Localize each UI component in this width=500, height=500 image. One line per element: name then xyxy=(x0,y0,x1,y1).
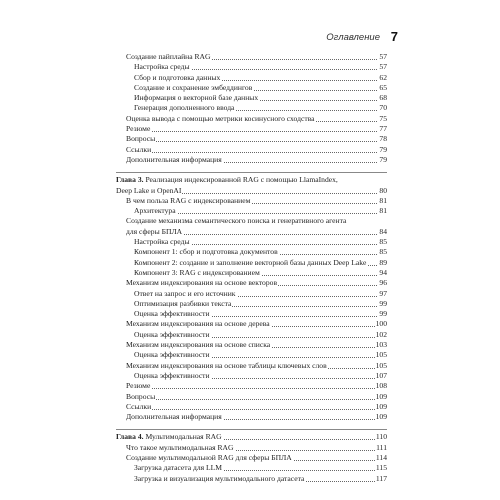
toc-entry-text: для сферы БПЛА xyxy=(126,226,183,236)
page-ref: 100 xyxy=(375,319,387,329)
toc-entry-text: Создание механизма семантического поиска и генеративного агента xyxy=(126,216,347,226)
toc-entry[interactable] xyxy=(116,83,387,93)
toc-entry-text: Ссылки xyxy=(126,401,152,411)
divider xyxy=(116,429,387,430)
toc-entry[interactable] xyxy=(116,371,387,381)
page-ref: 109 xyxy=(375,401,387,411)
toc-entry[interactable] xyxy=(116,350,387,360)
page-ref: 109 xyxy=(375,412,387,422)
page-ref: 80 xyxy=(379,185,387,195)
toc-entry-text: Загрузка датасета для LLM xyxy=(134,463,223,473)
toc-entry-text: Резюме xyxy=(126,381,151,391)
page-ref: 57 xyxy=(379,52,387,61)
toc-entry-text: В чем польза RAG с индексированием xyxy=(126,195,251,205)
toc-entry[interactable] xyxy=(116,247,387,257)
toc-entry[interactable] xyxy=(116,196,387,206)
toc-entry-text: Создание пайплайна RAG xyxy=(126,52,211,61)
chapter-title-cont: Deep Lake и OpenAI xyxy=(116,185,182,195)
toc-entry-text: Создание мультимодальной RAG для сферы БПЛА xyxy=(126,452,292,462)
dot-leader xyxy=(126,409,379,410)
toc-entry[interactable] xyxy=(116,206,387,216)
toc-entry[interactable] xyxy=(116,299,387,309)
toc-chapter-3-items xyxy=(116,196,387,423)
toc-entry[interactable] xyxy=(116,52,387,62)
toc-entry[interactable] xyxy=(116,237,387,247)
toc-entry-text: Загрузка и визуализация мультимодального датасета xyxy=(134,473,305,483)
toc-entry-line1[interactable] xyxy=(116,216,387,226)
toc-entry-text: Ссылки xyxy=(126,144,152,154)
page-ref: 105 xyxy=(375,360,387,370)
toc-entry[interactable] xyxy=(116,319,387,329)
toc-entry-text: Оценка эффективности xyxy=(134,370,210,380)
toc-entry[interactable] xyxy=(116,443,387,453)
toc-entry[interactable] xyxy=(116,93,387,103)
toc-entry-text: Что такое мультимодальная RAG xyxy=(126,442,234,452)
toc-entry-text: Оценка вывода с помощью метрики косинусного сходства xyxy=(126,113,315,123)
dot-leader xyxy=(126,141,379,142)
page-ref: 81 xyxy=(379,206,387,216)
toc-entry[interactable] xyxy=(116,453,387,463)
page-ref: 103 xyxy=(375,340,387,350)
toc-entry-text: Компонент 1: сбор и подготовка документов xyxy=(134,247,278,257)
toc-chapter-3-title-line1[interactable] xyxy=(116,175,387,185)
running-title: Оглавление xyxy=(326,32,380,43)
toc-entry[interactable] xyxy=(116,258,387,268)
toc-entry-text: Оценка эффективности xyxy=(134,309,210,319)
toc-entry-text: Настройка среды xyxy=(134,237,190,247)
toc-entry[interactable] xyxy=(116,124,387,134)
page-ref: 117 xyxy=(375,473,387,483)
page-ref: 97 xyxy=(379,288,387,298)
toc-entry-text: Оценка эффективности xyxy=(134,350,210,360)
toc-entry[interactable] xyxy=(116,278,387,288)
toc-chapter-3-title-line2[interactable] xyxy=(116,186,387,196)
toc-entry-text: Компонент 3: RAG с индексированием xyxy=(134,267,260,277)
toc-chapter-4-items xyxy=(116,443,387,484)
dot-leader xyxy=(126,131,379,132)
page-ref: 65 xyxy=(379,82,387,92)
toc-entry[interactable] xyxy=(116,361,387,371)
toc-entry-text: Создание и сохранение эмбеддингов xyxy=(134,82,253,92)
page-ref: 62 xyxy=(379,72,387,82)
dot-leader xyxy=(126,388,379,389)
toc-entry[interactable] xyxy=(116,155,387,165)
chapter-title: Мультимодальная RAG xyxy=(145,432,222,442)
toc-entry-text: Генерация дополненного ввода xyxy=(134,103,235,113)
page-ref: 79 xyxy=(379,154,387,164)
toc-entry[interactable] xyxy=(116,474,387,484)
page-ref: 96 xyxy=(379,278,387,288)
page-ref: 115 xyxy=(375,463,387,473)
toc-chapter-4 xyxy=(116,429,387,483)
toc-section-chapter2-tail xyxy=(116,52,387,165)
chapter-label: Глава 4. xyxy=(116,432,144,442)
toc-entry-text: Ответ на запрос и его источник xyxy=(134,288,236,298)
page-ref: 114 xyxy=(375,452,387,462)
toc-entry-text: Дополнительная информация xyxy=(126,412,222,422)
toc-entry[interactable] xyxy=(116,103,387,113)
page-ref: 85 xyxy=(379,247,387,257)
page-ref: 109 xyxy=(375,391,387,401)
toc-entry[interactable] xyxy=(116,340,387,350)
toc-entry[interactable] xyxy=(116,134,387,144)
page-ref: 85 xyxy=(379,237,387,247)
page-ref: 99 xyxy=(379,298,387,308)
toc-entry-text: Архитектура xyxy=(134,206,176,216)
page-ref: 89 xyxy=(379,257,387,267)
chapter-label: Глава 3. xyxy=(116,175,144,185)
page-ref: 99 xyxy=(379,309,387,319)
toc-entry-text: Механизм индексирования на основе дерева xyxy=(126,319,270,329)
page-ref: 108 xyxy=(375,381,387,391)
page-ref: 68 xyxy=(379,93,387,103)
page-ref: 94 xyxy=(379,267,387,277)
toc-entry[interactable] xyxy=(116,289,387,299)
toc-entry[interactable] xyxy=(116,227,387,237)
toc-entry-text: Резюме xyxy=(126,124,151,134)
page-ref: 78 xyxy=(379,134,387,144)
chapter-title: Реализация индексированной RAG с помощью LlamaIndex, xyxy=(145,175,338,185)
page-ref: 79 xyxy=(379,144,387,154)
toc-entry[interactable] xyxy=(116,268,387,278)
toc-entry[interactable] xyxy=(116,73,387,83)
toc-entry-text: Оценка эффективности xyxy=(134,329,210,339)
toc-entry-text: Вопросы xyxy=(126,134,156,144)
page-ref: 105 xyxy=(375,350,387,360)
page-ref: 77 xyxy=(379,124,387,134)
toc-entry[interactable] xyxy=(116,114,387,124)
page-ref: 75 xyxy=(379,113,387,123)
toc-entry-text: Дополнительная информация xyxy=(126,154,222,164)
toc-entry[interactable] xyxy=(116,330,387,340)
toc-entry-text: Механизм индексирования на основе векторов xyxy=(126,278,278,288)
toc-entry-text: Информация о векторной базе данных xyxy=(134,93,259,103)
table-of-contents xyxy=(116,52,387,484)
page-ref: 102 xyxy=(375,329,387,339)
page-ref: 81 xyxy=(379,195,387,205)
page-number: 7 xyxy=(390,29,398,44)
toc-entry[interactable] xyxy=(116,463,387,473)
toc-entry-text: Механизм индексирования на основе таблицы ключевых слов xyxy=(126,360,327,370)
toc-entry[interactable] xyxy=(116,412,387,422)
toc-entry[interactable] xyxy=(116,402,387,412)
page-ref: 57 xyxy=(379,62,387,72)
toc-entry-text: Механизм индексирования на основе списка xyxy=(126,340,271,350)
page-ref: 70 xyxy=(379,103,387,113)
divider xyxy=(116,172,387,173)
toc-entry-text: Оптимизация разбивки текста xyxy=(134,298,232,308)
dot-leader xyxy=(126,399,379,400)
toc-chapter-4-title[interactable] xyxy=(116,432,387,442)
toc-entry-text: Вопросы xyxy=(126,391,156,401)
toc-entry[interactable] xyxy=(116,381,387,391)
page-ref: 84 xyxy=(379,226,387,236)
page-header xyxy=(0,0,500,44)
page-ref: 107 xyxy=(375,370,387,380)
toc-entry[interactable] xyxy=(116,145,387,155)
toc-entry[interactable] xyxy=(116,62,387,72)
toc-entry-text: Сбор и подготовка данных xyxy=(134,72,221,82)
page-ref: 110 xyxy=(375,432,387,442)
dot-leader xyxy=(126,152,379,153)
toc-entry-text: Настройка среды xyxy=(134,62,190,72)
toc-chapter-3 xyxy=(116,172,387,422)
toc-entry-text: Компонент 2: создание и заполнение векторной базы данных Deep Lake xyxy=(134,257,367,267)
page-ref: 111 xyxy=(376,442,387,452)
toc-entry[interactable] xyxy=(116,309,387,319)
toc-entry[interactable] xyxy=(116,392,387,402)
